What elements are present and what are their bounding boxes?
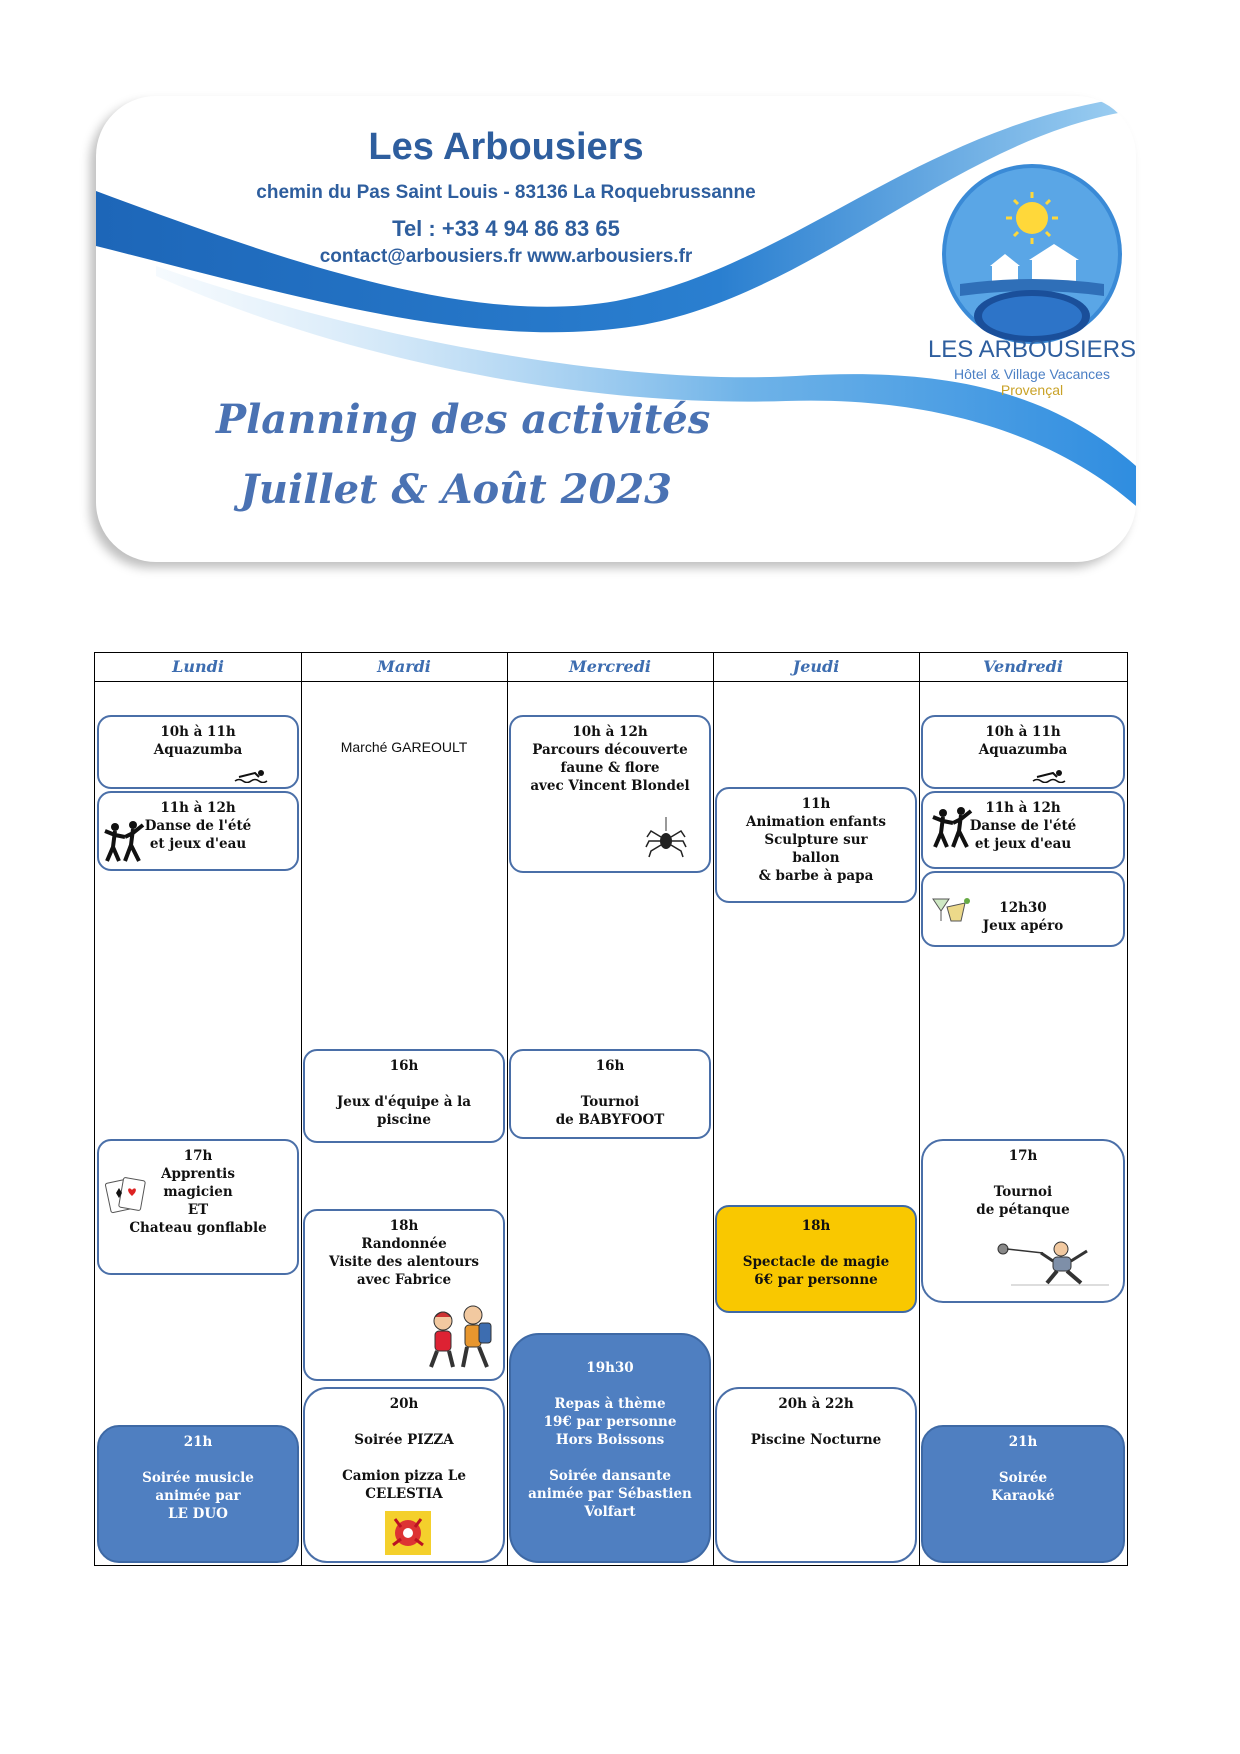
petanque-player-icon (991, 1237, 1111, 1287)
header-banner (96, 96, 1136, 562)
event-time: 16h (595, 1058, 625, 1074)
event-detail: LE DUO (168, 1506, 228, 1522)
drinks-icon (929, 895, 973, 927)
swimmer-icon (233, 769, 269, 783)
event-title: Soirée (998, 1470, 1048, 1486)
spider-icon (645, 817, 687, 859)
logo-subtitle: Hôtel & Village Vacances (954, 366, 1110, 382)
event-card (921, 871, 1125, 947)
event-card (715, 787, 917, 903)
org-address: chemin du Pas Saint Louis - 83136 La Roquebrussanne (256, 182, 756, 203)
event-title: Danse de l'été (969, 818, 1077, 834)
event-title: Spectacle de magie (742, 1254, 890, 1270)
dancers-icon (101, 819, 147, 865)
event-card (509, 1333, 711, 1563)
event-detail: de BABYFOOT (555, 1112, 665, 1128)
event-time: 10h à 11h (985, 724, 1061, 740)
event-title: Jeux d'équipe à la (336, 1094, 472, 1110)
event-time: 12h30 (999, 900, 1047, 916)
event-time: 21h (1008, 1434, 1038, 1450)
event-detail: de pétanque (976, 1202, 1070, 1218)
event-time: 17h (1008, 1148, 1038, 1164)
event-card (921, 715, 1125, 789)
pizza-logo-icon (385, 1511, 431, 1555)
planning-title: Planning des activités (216, 396, 711, 443)
event-detail: CELESTIA (365, 1486, 443, 1502)
header-divider (95, 681, 1127, 682)
event-time: 20h (389, 1396, 419, 1412)
event-spacer (511, 1377, 709, 1395)
event-card (97, 1139, 299, 1275)
event-detail: Hors Boissons (555, 1432, 665, 1448)
event-card (921, 791, 1125, 869)
playing-cards-icon (105, 1175, 149, 1215)
event-detail: avec Vincent Blondel (530, 778, 690, 794)
event-detail: Sculpture sur (764, 832, 868, 848)
event-spacer (923, 1165, 1123, 1183)
event-title: Piscine Nocturne (750, 1432, 882, 1448)
event-detail: Camion pizza Le (342, 1468, 466, 1484)
event-spacer (305, 1075, 503, 1093)
event-title: Tournoi (580, 1094, 640, 1110)
event-time: 18h (389, 1218, 419, 1234)
event-time: 16h (389, 1058, 419, 1074)
event-detail: faune & flore (560, 760, 660, 776)
event-card (509, 1049, 711, 1139)
event-title: Apprentis (161, 1166, 235, 1182)
event-card (303, 1049, 505, 1143)
event-spacer (717, 1413, 915, 1431)
event-spacer (99, 1451, 297, 1469)
event-time: 19h30 (586, 1360, 634, 1376)
event-card (97, 715, 299, 789)
event-title: Randonnée (361, 1236, 447, 1252)
column-divider (507, 653, 508, 1565)
event-detail: ballon (792, 850, 840, 866)
planning-period: Juillet & Août 2023 (240, 466, 673, 513)
org-phone: Tel : +33 4 94 86 83 65 (392, 216, 620, 241)
event-card (303, 1387, 505, 1563)
org-name: Les Arbousiers (368, 126, 644, 168)
event-title: Aquazumba (153, 742, 243, 758)
event-detail: piscine (377, 1112, 431, 1128)
event-title: Tournoi (993, 1184, 1053, 1200)
dancers-icon (929, 805, 975, 851)
event-detail: & barbe à papa (758, 868, 874, 884)
event-title: Soirée PIZZA (354, 1432, 454, 1448)
event-card (715, 1387, 917, 1563)
event-time: 10h à 12h (572, 724, 648, 740)
event-title: Soirée dansante (549, 1468, 671, 1484)
event-title: Repas à thème (554, 1396, 666, 1412)
event-title: Aquazumba (978, 742, 1068, 758)
event-card (303, 1209, 505, 1381)
event-title: Jeux apéro (982, 918, 1064, 934)
event-title: Parcours découverte (532, 742, 688, 758)
event-detail: et jeux d'eau (974, 836, 1072, 852)
event-spacer (923, 1451, 1123, 1469)
event-detail: Volfart (584, 1504, 636, 1520)
event-spacer (305, 1449, 503, 1467)
event-detail: avec Fabrice (356, 1272, 452, 1288)
org-contact-web: contact@arbousiers.fr www.arbousiers.fr (319, 246, 693, 267)
event-card (715, 1205, 917, 1313)
event-detail: Karaoké (991, 1488, 1055, 1504)
event-time: 18h (801, 1218, 831, 1234)
day-header-mardi: Mardi (377, 657, 431, 676)
event-detail: animée par (155, 1488, 241, 1504)
event-title: Animation enfants (746, 814, 886, 830)
event-time: 11h à 12h (985, 800, 1061, 816)
swimmer-icon (1031, 769, 1067, 783)
event-time: 20h à 22h (778, 1396, 854, 1412)
event-detail: 19€ par personne (543, 1414, 677, 1430)
event-spacer (511, 1075, 709, 1093)
event-detail: magicien (163, 1184, 233, 1200)
day-header-vendredi: Vendredi (983, 657, 1063, 676)
logo-region: Provençal (1000, 382, 1064, 398)
event-card (97, 791, 299, 871)
day-header-mercredi: Mercredi (569, 657, 651, 676)
event-title: Soirée musicle (142, 1470, 254, 1486)
event-time: 21h (183, 1434, 213, 1450)
column-divider (919, 653, 920, 1565)
event-detail: ET (187, 1202, 209, 1218)
event-detail: 6€ par personne (754, 1272, 878, 1288)
logo-title: LES ARBOUSIERS (927, 336, 1136, 363)
event-time: 11h à 12h (160, 800, 236, 816)
event-time: 10h à 11h (160, 724, 236, 740)
event-card (97, 1425, 299, 1563)
event-detail: Chateau gonflable (129, 1220, 267, 1236)
event-card (509, 715, 711, 873)
column-divider (713, 653, 714, 1565)
column-divider (301, 653, 302, 1565)
event-time: 11h (801, 796, 831, 812)
event-card (921, 1139, 1125, 1303)
day-header-lundi: Lundi (172, 657, 224, 676)
event-title: Danse de l'été (144, 818, 252, 834)
event-spacer (717, 1235, 915, 1253)
event-spacer (305, 1413, 503, 1431)
day-header-jeudi: Jeudi (792, 657, 840, 676)
event-detail: Visite des alentours (329, 1254, 479, 1270)
event-detail: animée par Sébastien (528, 1486, 692, 1502)
event-time: 17h (183, 1148, 213, 1164)
event-card (921, 1425, 1125, 1563)
event-spacer (511, 1449, 709, 1467)
weekly-schedule (94, 652, 1128, 1566)
event-market: Marché GAREOULT (340, 739, 468, 755)
hikers-icon (421, 1303, 497, 1373)
event-detail: et jeux d'eau (149, 836, 247, 852)
